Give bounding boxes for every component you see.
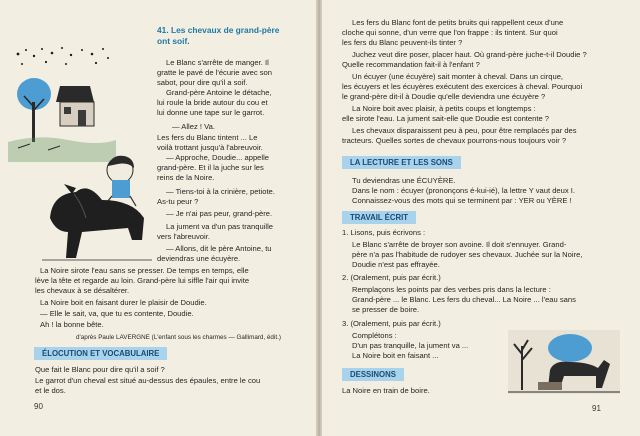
left-page	[0, 0, 318, 436]
section-writing: TRAVAIL ÉCRIT	[342, 211, 416, 224]
text-line: lui roule la bride autour du cou et	[157, 98, 268, 107]
source-credit: d'après Paule LAVERGNE (L'enfant sous les charmes — Gallimard, édit.)	[76, 334, 281, 341]
text-line: deviendras une écuyère.	[157, 254, 241, 263]
text-line: Juchez veut dire poser, placer haut. Où grand-père juche-t-il Doudie ?	[352, 50, 587, 59]
page-number-left: 90	[34, 402, 43, 411]
reading-line: Connaissez-vous des mots qui se terminent par : YER ou YÈRE !	[352, 196, 572, 205]
exercise-line: Le Blanc s'arrête de broyer son avoine. Il doit s'ennuyer. Grand-	[352, 240, 567, 249]
text-line: tracteurs. Quelles sortes de chevaux pourrons-nous toujours voir ?	[342, 136, 567, 145]
lesson-title	[157, 25, 279, 46]
text-line: — Je n'ai pas peur, grand-père.	[166, 209, 273, 218]
exercise-line: père n'a pas l'habitude de rudoyer ses chevaux. Juchée sur la Noire,	[352, 250, 583, 259]
exercise-line: se presser de boire.	[352, 305, 420, 314]
exercise-line: 2. (Oralement, puis par écrit.)	[342, 273, 441, 282]
text-line: les chevaux à se désaltérer.	[35, 286, 130, 295]
section-reading: LA LECTURE ET LES SONS	[342, 156, 461, 169]
text-line: — Elle le sait, va, que tu es contente, Doudie.	[40, 309, 194, 318]
farm-illustration	[8, 44, 116, 162]
horse-drinking-illustration	[508, 330, 620, 394]
lesson-title-line-1: 41. Les chevaux de grand-père	[157, 25, 280, 35]
lesson-title-line-2: ont soif.	[157, 35, 190, 46]
text-line: les fers du Blanc peuvent-ils tinter ?	[342, 38, 463, 47]
exercise-line: Remplaçons les points par des verbes pris dans la lecture :	[352, 285, 551, 294]
text-line: lui donne une tape sur le garrot.	[157, 108, 265, 117]
text-line: les écuyers et les écuyères exécutent des exercices à cheval. Pourquoi	[342, 82, 583, 91]
text-line: vers l'abreuvoir.	[157, 232, 210, 241]
exercise-line: Doudie n'est pas effrayée.	[352, 260, 440, 269]
text-line: voilà trottant jusqu'à l'abreuvoir.	[157, 143, 263, 152]
text-line: gratte le pavé de l'écurie avec son	[157, 68, 273, 77]
text-line: sabot, pour dire qu'il a soif.	[157, 78, 248, 87]
question-line: Le garrot d'un cheval est situé au-dessus des épaules, entre le cou	[35, 376, 261, 385]
drawing-caption: La Noire en train de boire.	[342, 386, 430, 395]
text-line: cloche qui sonne, d'un verre que l'on frappe : ils tintent. Sur quoi	[342, 28, 558, 37]
question-line: et le dos.	[35, 386, 66, 395]
text-line: Les fers du Blanc font de petits bruits qui rappellent ceux d'une	[352, 18, 564, 27]
reading-line: Dans le nom : écuyer (prononçons é-kui-ié), la lettre Y vaut deux I.	[352, 186, 576, 195]
right-page	[322, 0, 640, 436]
text-line: lève la tête et regarde au loin. Grand-père lui siffle l'air qui invite	[35, 276, 250, 285]
text-line: — Tiens-toi à la crinière, petiote.	[166, 187, 275, 196]
text-line: Les fers du Blanc tintent ... Le	[157, 133, 258, 142]
exercise-line: La Noire boit en faisant ...	[352, 351, 439, 360]
girl-on-horse-illustration	[42, 148, 152, 266]
text-line: Les chevaux disparaissent peu à peu, pour être remplacés par des	[352, 126, 577, 135]
text-line: Grand-père Antoine le détache,	[166, 88, 272, 97]
question-line: Que fait le Blanc pour dire qu'il a soif ?	[35, 365, 165, 374]
exercise-line: 1. Lisons, puis écrivons :	[342, 228, 426, 237]
text-line: Quelle recommandation fait-il à l'enfant ?	[342, 60, 480, 69]
reading-line: Tu deviendras une ÉCUYÈRE.	[352, 176, 456, 185]
text-line: La jument va d'un pas tranquille	[166, 222, 273, 231]
page-number-right: 91	[592, 404, 601, 413]
text-line: As-tu peur ?	[157, 197, 199, 206]
text-line: — Allons, dit le père Antoine, tu	[166, 244, 272, 253]
text-line: le grand-père dit-il à Doudie qu'elle deviendra une écuyère ?	[342, 92, 546, 101]
exercise-line: 3. (Oralement, puis par écrit.)	[342, 319, 441, 328]
text-line: reins de la Noire.	[157, 173, 215, 182]
text-line: La Noire boit en faisant durer le plaisir de Doudie.	[40, 298, 207, 307]
text-line: Le Blanc s'arrête de manger. Il	[166, 58, 269, 67]
text-line: La Noire boit avec plaisir, à petits coups et longtemps :	[352, 104, 536, 113]
exercise-line: D'un pas tranquille, la jument va ...	[352, 341, 469, 350]
text-line: grand-père. Et il la juche sur les	[157, 163, 264, 172]
text-line: — Approche, Doudie... appelle	[166, 153, 270, 162]
exercise-line: Complétons :	[352, 331, 397, 340]
text-line: Un écuyer (une écuyère) sait monter à cheval. Dans un cirque,	[352, 72, 564, 81]
section-drawing: DESSINONS	[342, 368, 404, 381]
text-line: La Noire sirote l'eau sans se presser. De temps en temps, elle	[40, 266, 249, 275]
exercise-line: Grand-père ... le Blanc. Les fers du cheval... La Noire ... l'eau sans	[352, 295, 576, 304]
text-line: — Allez ! Va.	[172, 122, 215, 131]
text-line: Ah ! la bonne bête.	[40, 320, 104, 329]
text-line: elle sirote l'eau. La jument sait-elle que Doudie est contente ?	[342, 114, 550, 123]
section-elocution: ÉLOCUTION ET VOCABULAIRE	[34, 347, 167, 360]
